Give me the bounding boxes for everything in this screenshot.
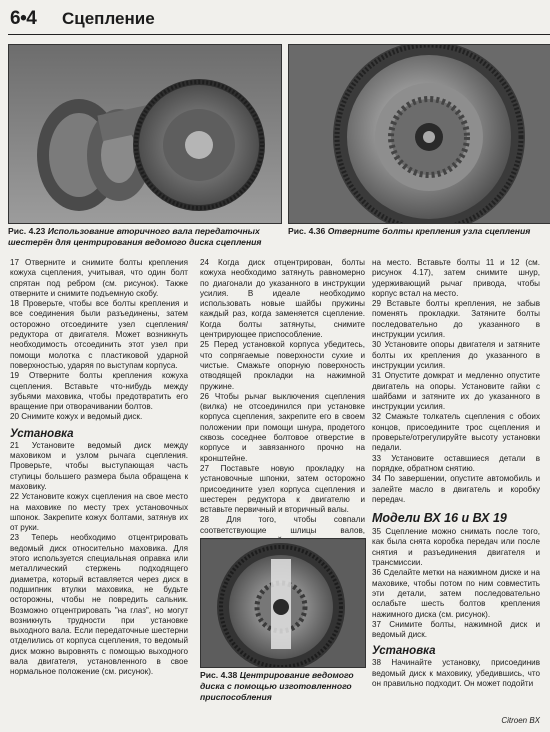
paragraph: 17 Отверните и снимите болты крепления кожуха сцепления, учитывая, что один болт спрятан под ребром (см. рисунок). Также отверните и снимите подъемную скобу. <box>10 258 188 298</box>
page-number: 6•4 <box>10 8 37 29</box>
paragraph: 35 Сцепление можно снимать после того, как была снята коробка передач или после снятия и разъединения двигателя и трансмиссии. <box>372 527 540 568</box>
figure-4-36-text: Отверните болты крепления узла сцепления <box>327 226 531 236</box>
figure-4-38-caption <box>200 670 366 703</box>
figure-4-23-photo <box>8 44 282 224</box>
page-header <box>0 0 550 38</box>
figure-4-38-number: Рис. 4.38 <box>200 670 238 680</box>
figure-4-36-caption <box>288 226 550 237</box>
figure-4-36-photo <box>288 44 550 224</box>
continued-footer: Citroen BX <box>501 716 540 725</box>
paragraph: 30 Установите опоры двигателя и затяните болты их крепления до указанного в инструкции усилия. <box>372 340 540 370</box>
text-column-2 <box>200 258 365 557</box>
paragraph: 38 Начинайте установку, присоединив ведомый диск к маховику, убедившись, что он правильно подходит. Он может подойти <box>372 658 540 688</box>
figure-4-23-number: Рис. 4.23 <box>8 226 46 236</box>
paragraph: 21 Установите ведомый диск между маховиком и узлом рычага сцепления. Проверьте, чтобы выступающая часть ступицы большего размера была обращена к маховику. <box>10 440 188 491</box>
paragraph: 24 Когда диск отцентрирован, болты кожуха необходимо затянуть равномерно по диагонали до указанного в инструкции усилия. В идеале необходимо использовать новые шайбы пружины каждый раз, когда заменяется сцепление. Когда болты затянуты, снимите центрирующее приспособление. <box>200 258 365 340</box>
paragraph: 27 Поставьте новую прокладку на установочные шпонки, затем осторожно присоедините узел корпуса сцепления и шестерен редуктора к двигателю и вставьте первичный и вторичный валы. <box>200 463 365 515</box>
paragraph: 32 Смажьте толкатель сцепления с обоих концов, присоедините трос сцепления и проверьте/отрегулируйте высоту установки педали. <box>372 412 540 453</box>
paragraph: на место. Вставьте болты 11 и 12 (см. рисунок 4.17), затем снимите шнур, удерживающий рычаг привода, чтобы корпус встал на место. <box>372 258 540 298</box>
paragraph: 33 Установите оставшиеся детали в порядке, обратном снятию. <box>372 453 540 473</box>
paragraph: 37 Снимите болты, нажимной диск и ведомый диск. <box>372 619 540 640</box>
paragraph: 34 По завершении, опустите автомобиль и залейте масло в двигатель и коробку передач. <box>372 474 540 504</box>
text-column-3 <box>372 258 540 689</box>
header-rule <box>8 34 550 35</box>
figure-4-38-text: Центрирование ведомого диска с помощью изготовленного приспособления <box>200 670 354 702</box>
paragraph: 36 Сделайте метки на нажимном диске и на маховике, чтобы потом по ним совместить эти детали, затем последовательно ослабьте шесть болтов крепления нажимного диска (см. рисунок). <box>372 568 540 619</box>
chapter-title: Сцепление <box>62 9 155 28</box>
paragraph: 25 Перед установкой корпуса убедитесь, что сопрягаемые поверхности сухие и чистые. Смажьте опорную поверхность отводящей прокладки на нажимной пружине. <box>200 340 365 391</box>
section-heading-install: Установка <box>10 427 74 440</box>
text-column-1 <box>10 258 188 678</box>
paragraph: 20 Снимите кожух и ведомый диск. <box>10 412 143 422</box>
figure-4-23-caption <box>8 226 286 248</box>
paragraph: 29 Вставьте болты крепления, не забыв поменять прокладки. Затяните болты последовательно до указанного в инструкции усилия. <box>372 299 540 340</box>
section-heading-models: Модели ВХ 16 и ВХ 19 <box>372 511 507 526</box>
figure-4-38-photo <box>200 538 366 668</box>
paragraph: 22 Установите кожух сцепления на свое место на маховике по месту трех установочных шпонок. Закрепите кожух болтами, затянув их от руки. <box>10 492 188 533</box>
paragraph: 18 Проверьте, чтобы все болты крепления и все соединения были разъединены, затем осторожно отсоедините узел сцепления/редуктора от двигателя. Может возникнуть необходимость отсоединить этот узел при помощи молотка с пластиковой ударной поверхностью, ударяя по выступам корпуса. <box>10 299 188 370</box>
paragraph: 23 Теперь необходимо отцентрировать ведомый диск относительно маховика. Для этого используется специальная оправка или металлический стержень подходящего диаметра, который вставляется через диск в подшипник втулки маховика, не будьте осторожны, чтобы не повредить сальник. Возможно отцентрировать "на глаз", но могут возникнуть трудности при установке выходного вала. Если передаточные шестерни отделились от корпуса сцепления, то ведомый диск можно выровнять с помощью выходного вала двигателя, установленного в свое нормальное положение (см. рисунок). <box>10 533 188 677</box>
figure-4-36-number: Рис. 4.36 <box>288 226 326 236</box>
figure-4-23-text: Использование вторичного вала передаточных шестерён для центрирования ведомого диска сцепления <box>8 226 262 247</box>
paragraph: 28 Для того, чтобы совпали соответствующие шлицы валов, <box>200 515 365 535</box>
section-heading-install-2: Установка <box>372 645 436 658</box>
paragraph: 26 Чтобы рычаг выключения сцепления (вилка) не отсоединился при установке корпуса сцепления, закрепите его в своем положении при помощи шнура, продетого сквозь соседнее болтовое отверстие в корпусе и завязанного прочно на кронштейне. <box>200 391 365 463</box>
paragraph: 31 Опустите домкрат и медленно опустите двигатель на опоры. Установите гайки с шайбами и затяните их до указанного в инструкции усилия. <box>372 371 540 412</box>
paragraph: 19 Отверните болты крепления кожуха сцепления. Вставьте что-нибудь между зубьями маховика, чтобы предотвратить его вращение при отворачивании болтов. <box>10 371 188 412</box>
